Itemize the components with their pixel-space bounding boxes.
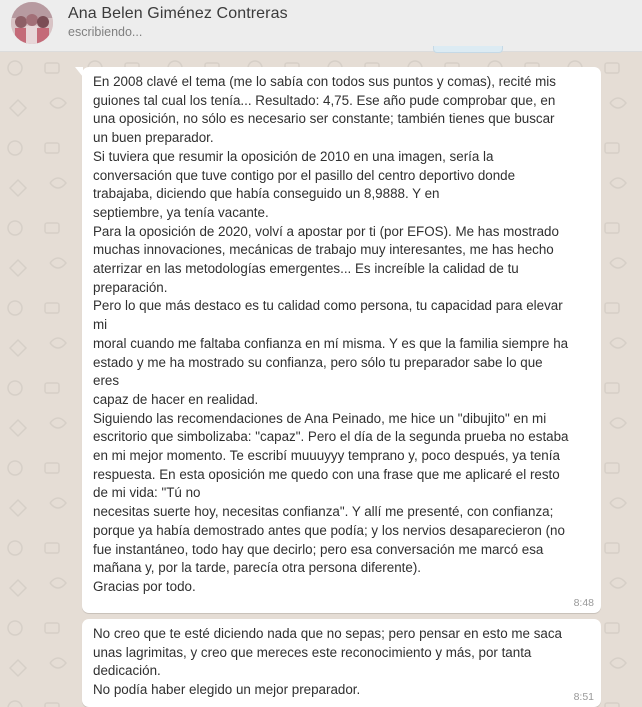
- message-text-line: porque ya había demostrado antes que podía; y los nervios desaparecieron (no: [93, 522, 565, 538]
- message-bubble-incoming[interactable]: [82, 67, 601, 613]
- message-text-line: una oposición, no sólo es necesario ser constante; también tienes que buscar: [93, 111, 555, 127]
- message-text-line: muchas innovaciones, mecánicas de trabajo muy interesantes, me has hecho: [93, 242, 554, 258]
- message-text-line: No podía haber elegido un mejor preparador.: [93, 682, 361, 698]
- message-text-line: mi: [93, 317, 108, 333]
- message-text-line: conversación que tuve contigo por el pasillo del centro deportivo donde: [93, 167, 516, 183]
- message-text-line: un buen preparador.: [93, 130, 214, 146]
- message-text-line: moral cuando me faltaba confianza en mí misma. Y es que la familia siempre ha: [93, 335, 569, 351]
- message-text-line: de mi vida: "Tú no: [93, 485, 201, 501]
- header-tab-indicator: [433, 46, 503, 53]
- message-text-line: fue instantáneo, todo hay que decirlo; pero esa conversación me marcó esa: [93, 541, 544, 557]
- contact-name[interactable]: Ana Belen Giménez Contreras: [68, 5, 288, 22]
- contact-avatar-icon: [11, 2, 53, 44]
- message-text-line: preparación.: [93, 279, 168, 295]
- message-text-line: aterrizar en las metodologías emergentes... Es increíble la calidad de tu: [93, 261, 519, 277]
- message-text-line: Siguiendo las recomendaciones de Ana Peinado, me hice un "dibujito" en mi: [93, 410, 547, 426]
- message-text-line: No creo que te esté diciendo nada que no sepas; pero pensar en esto me saca: [93, 626, 562, 641]
- message-text-line: estado y me ha mostrado su confianza, pero sólo tu preparador sabe lo que: [93, 354, 543, 370]
- message-text-line: guiones tal cual los tenía... Resultado: 4,75. Ese año pude comprobar que, en: [93, 92, 556, 108]
- contact-status: escribiendo...: [68, 25, 143, 39]
- message-text-line: capaz de hacer en realidad.: [93, 391, 259, 407]
- message-text-line: en mi mejor momento. Te escribí muuuyyy temprano y, poco después, ya tenía: [93, 448, 560, 464]
- message-text-line: respuesta. En esta oposición me quedo con una frase que me aplicaré el resto: [93, 466, 560, 482]
- message-timestamp: 8:51: [573, 691, 594, 703]
- message-text-line: Si tuviera que resumir la oposición de 2010 en una imagen, sería la: [93, 148, 494, 164]
- message-text-line: necesitas suerte hoy, necesitas confianza". Y allí me presenté, con confianza;: [93, 504, 554, 520]
- chat-header: [0, 0, 642, 52]
- message-list[interactable]: [0, 53, 642, 707]
- message-text-line: Gracias por todo.: [93, 578, 196, 594]
- message-text-line: Pero lo que más destaco es tu calidad como persona, tu capacidad para elevar: [93, 298, 563, 314]
- message-text-line: Para la oposición de 2020, volví a apostar por ti (por EFOS). Me has mostrado: [93, 223, 559, 239]
- message-bubble-incoming[interactable]: [82, 619, 601, 707]
- message-text-line: unas lagrimitas, y creo que mereces este reconocimiento y más, por tanta: [93, 644, 532, 660]
- message-text-line: eres: [93, 373, 120, 389]
- message-text-line: mañana y, por la tarde, parecía otra persona diferente).: [93, 560, 422, 576]
- message-text-line: escritorio que simbolizaba: "capaz". Pero el día de la segunda prueba no estaba: [93, 429, 569, 445]
- message-text-line: En 2008 clavé el tema (me lo sabía con todos sus puntos y comas), recité mis: [93, 74, 556, 89]
- message-text-line: septiembre, ya tenía vacante.: [93, 204, 269, 220]
- contact-avatar[interactable]: [11, 2, 53, 44]
- message-text-line: dedicación.: [93, 663, 161, 679]
- message-text-line: trabajaba, diciendo que había conseguido un 8,9888. Y en: [93, 186, 440, 202]
- message-timestamp: 8:48: [573, 597, 594, 609]
